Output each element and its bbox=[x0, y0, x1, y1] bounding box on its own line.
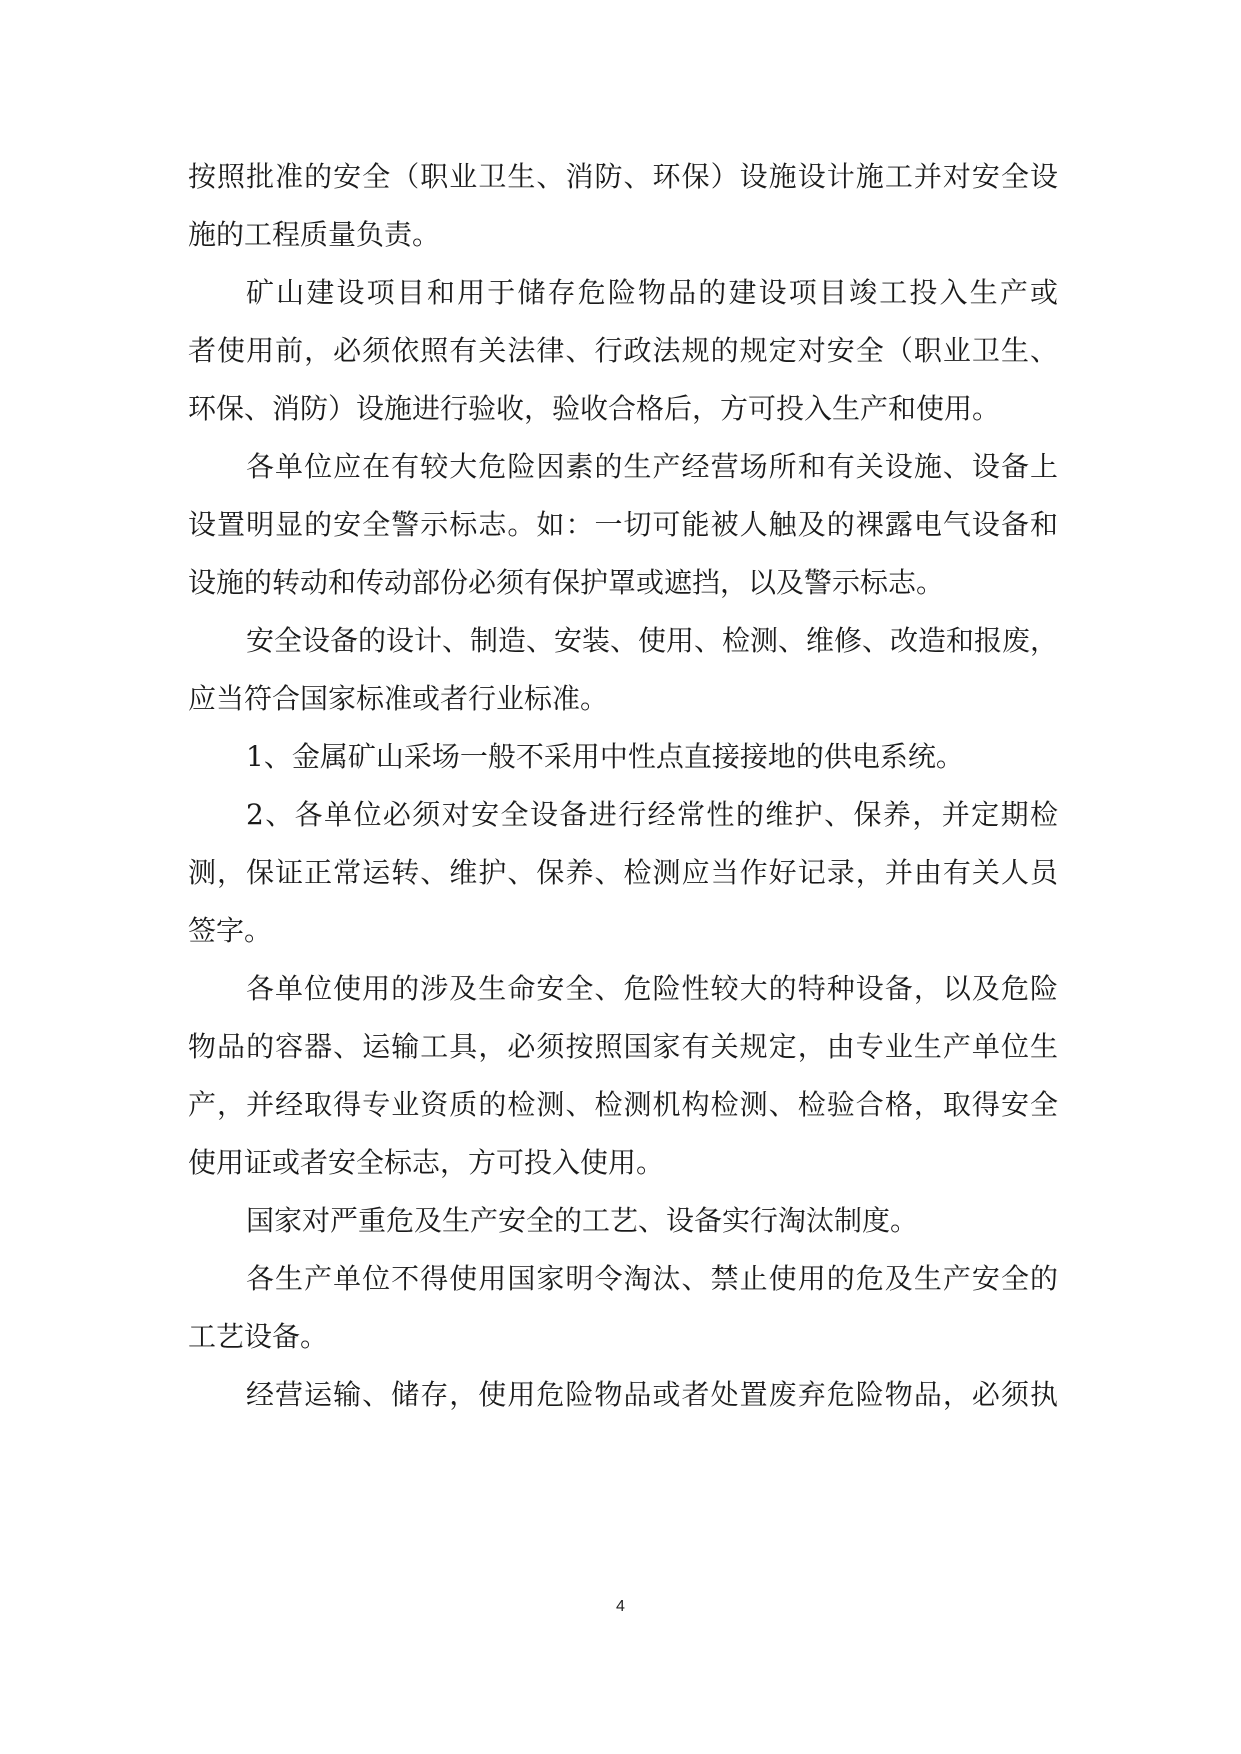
text-line: 者使用前，必须依照有关法律、行政法规的规定对安全（职业卫生、 bbox=[188, 334, 1058, 367]
paragraph-start-line: 各单位使用的涉及生命安全、危险性较大的特种设备，以及危险 bbox=[246, 972, 1058, 1005]
text-line: 按照批准的安全（职业卫生、消防、环保）设施设计施工并对安全设 bbox=[188, 160, 1058, 193]
text-line: 签字。 bbox=[188, 914, 273, 947]
text-line: 物品的容器、运输工具，必须按照国家有关规定，由专业生产单位生 bbox=[188, 1030, 1058, 1063]
text-line: 环保、消防）设施进行验收，验收合格后，方可投入生产和使用。 bbox=[188, 392, 1001, 425]
paragraph-start-line: 各生产单位不得使用国家明令淘汰、禁止使用的危及生产安全的 bbox=[246, 1262, 1058, 1295]
paragraph-start-line: 国家对严重危及生产安全的工艺、设备实行淘汰制度。 bbox=[246, 1204, 919, 1237]
text-line: 设施的转动和传动部份必须有保护罩或遮挡，以及警示标志。 bbox=[188, 566, 945, 599]
text-line: 使用证或者安全标志，方可投入使用。 bbox=[188, 1146, 665, 1179]
paragraph-start-line: 安全设备的设计、制造、安装、使用、检测、维修、改造和报废， bbox=[246, 624, 1059, 657]
text-line: 测，保证正常运转、维护、保养、检测应当作好记录，并由有关人员 bbox=[188, 856, 1058, 889]
paragraph-start-line: 矿山建设项目和用于储存危险物品的建设项目竣工投入生产或 bbox=[246, 276, 1058, 309]
text-line: 产，并经取得专业资质的检测、检测机构检测、检验合格，取得安全 bbox=[188, 1088, 1058, 1121]
paragraph-start-line: 各单位应在有较大危险因素的生产经营场所和有关设施、设备上 bbox=[246, 450, 1058, 483]
text-line: 设置明显的安全警示标志。如：一切可能被人触及的裸露电气设备和 bbox=[188, 508, 1058, 541]
paragraph-start-line: 1、金属矿山采场一般不采用中性点直接接地的供电系统。 bbox=[246, 740, 964, 773]
text-line: 应当符合国家标准或者行业标准。 bbox=[188, 682, 609, 715]
paragraph-start-line: 2、各单位必须对安全设备进行经常性的维护、保养，并定期检 bbox=[246, 798, 1058, 831]
paragraph-start-line: 经营运输、储存，使用危险物品或者处置废弃危险物品，必须执 bbox=[246, 1378, 1058, 1411]
text-line: 工艺设备。 bbox=[188, 1320, 329, 1353]
text-line: 施的工程质量负责。 bbox=[188, 218, 441, 251]
page-number: 4 bbox=[616, 1598, 625, 1615]
